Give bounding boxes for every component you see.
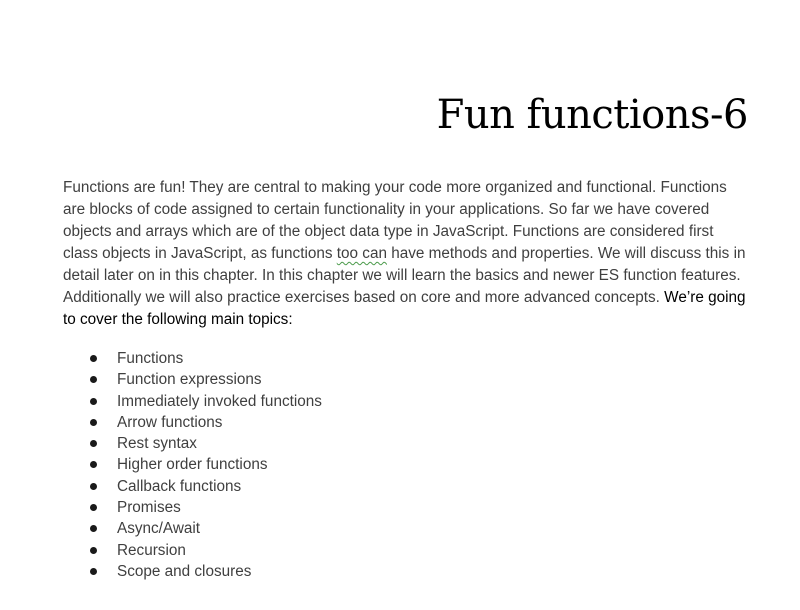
list-item xyxy=(88,561,322,582)
list-item xyxy=(88,348,322,369)
bullet-icon xyxy=(90,461,97,468)
list-item xyxy=(88,433,322,454)
topic-label: Rest syntax xyxy=(117,435,197,453)
list-item xyxy=(88,454,322,475)
intro-text: Additionally we will also practice exercises based on core and more advanced concepts. xyxy=(63,289,665,306)
topic-label: Scope and closures xyxy=(117,562,252,580)
topic-label: Higher order functions xyxy=(117,456,268,474)
list-item xyxy=(88,391,322,412)
topic-label: Function expressions xyxy=(117,371,262,389)
intro-emphasis-text: We’re going xyxy=(664,289,746,306)
grammar-flagged-text[interactable]: too can xyxy=(336,245,387,262)
topic-label: Arrow functions xyxy=(117,413,223,431)
intro-line: Functions are fun! They are central to making your code more organized and functional. Functions xyxy=(63,179,727,196)
chapter-title: Fun functions-6 xyxy=(436,92,748,138)
bullet-icon xyxy=(90,547,97,554)
list-item xyxy=(88,476,322,497)
intro-text: class objects in JavaScript, as functions xyxy=(63,245,337,262)
list-item xyxy=(88,412,322,433)
topic-label: Recursion xyxy=(117,541,186,559)
bullet-icon xyxy=(90,504,97,511)
intro-line: detail later on in this chapter. In this chapter we will learn the basics and newer ES function features. xyxy=(63,267,741,284)
bullet-icon xyxy=(90,525,97,532)
intro-line: to cover the following main topics: xyxy=(63,311,293,328)
list-item xyxy=(88,518,322,539)
intro-line: are blocks of code assigned to certain functionality in your applications. So far we have covered xyxy=(63,201,710,218)
topic-label: Promises xyxy=(117,499,181,517)
bullet-icon xyxy=(90,419,97,426)
bullet-icon xyxy=(90,568,97,575)
topic-label: Functions xyxy=(117,350,184,367)
intro-line xyxy=(63,243,753,265)
topic-label: Callback functions xyxy=(117,477,242,495)
list-item xyxy=(88,497,322,518)
bullet-icon xyxy=(90,376,97,383)
bullet-icon xyxy=(90,483,97,490)
bullet-icon xyxy=(90,398,97,405)
bullet-icon xyxy=(90,440,97,447)
intro-paragraph xyxy=(63,177,753,331)
intro-text: have methods and properties. We will discuss this in xyxy=(386,245,746,262)
intro-line: objects and arrays which are of the object data type in JavaScript. Functions are considered first xyxy=(63,223,714,240)
topics-list xyxy=(88,348,322,582)
intro-line xyxy=(63,287,753,309)
bullet-icon xyxy=(90,355,97,362)
topic-label: Async/Await xyxy=(117,520,201,538)
topic-label: Immediately invoked functions xyxy=(117,392,322,410)
list-item xyxy=(88,540,322,561)
list-item xyxy=(88,369,322,390)
